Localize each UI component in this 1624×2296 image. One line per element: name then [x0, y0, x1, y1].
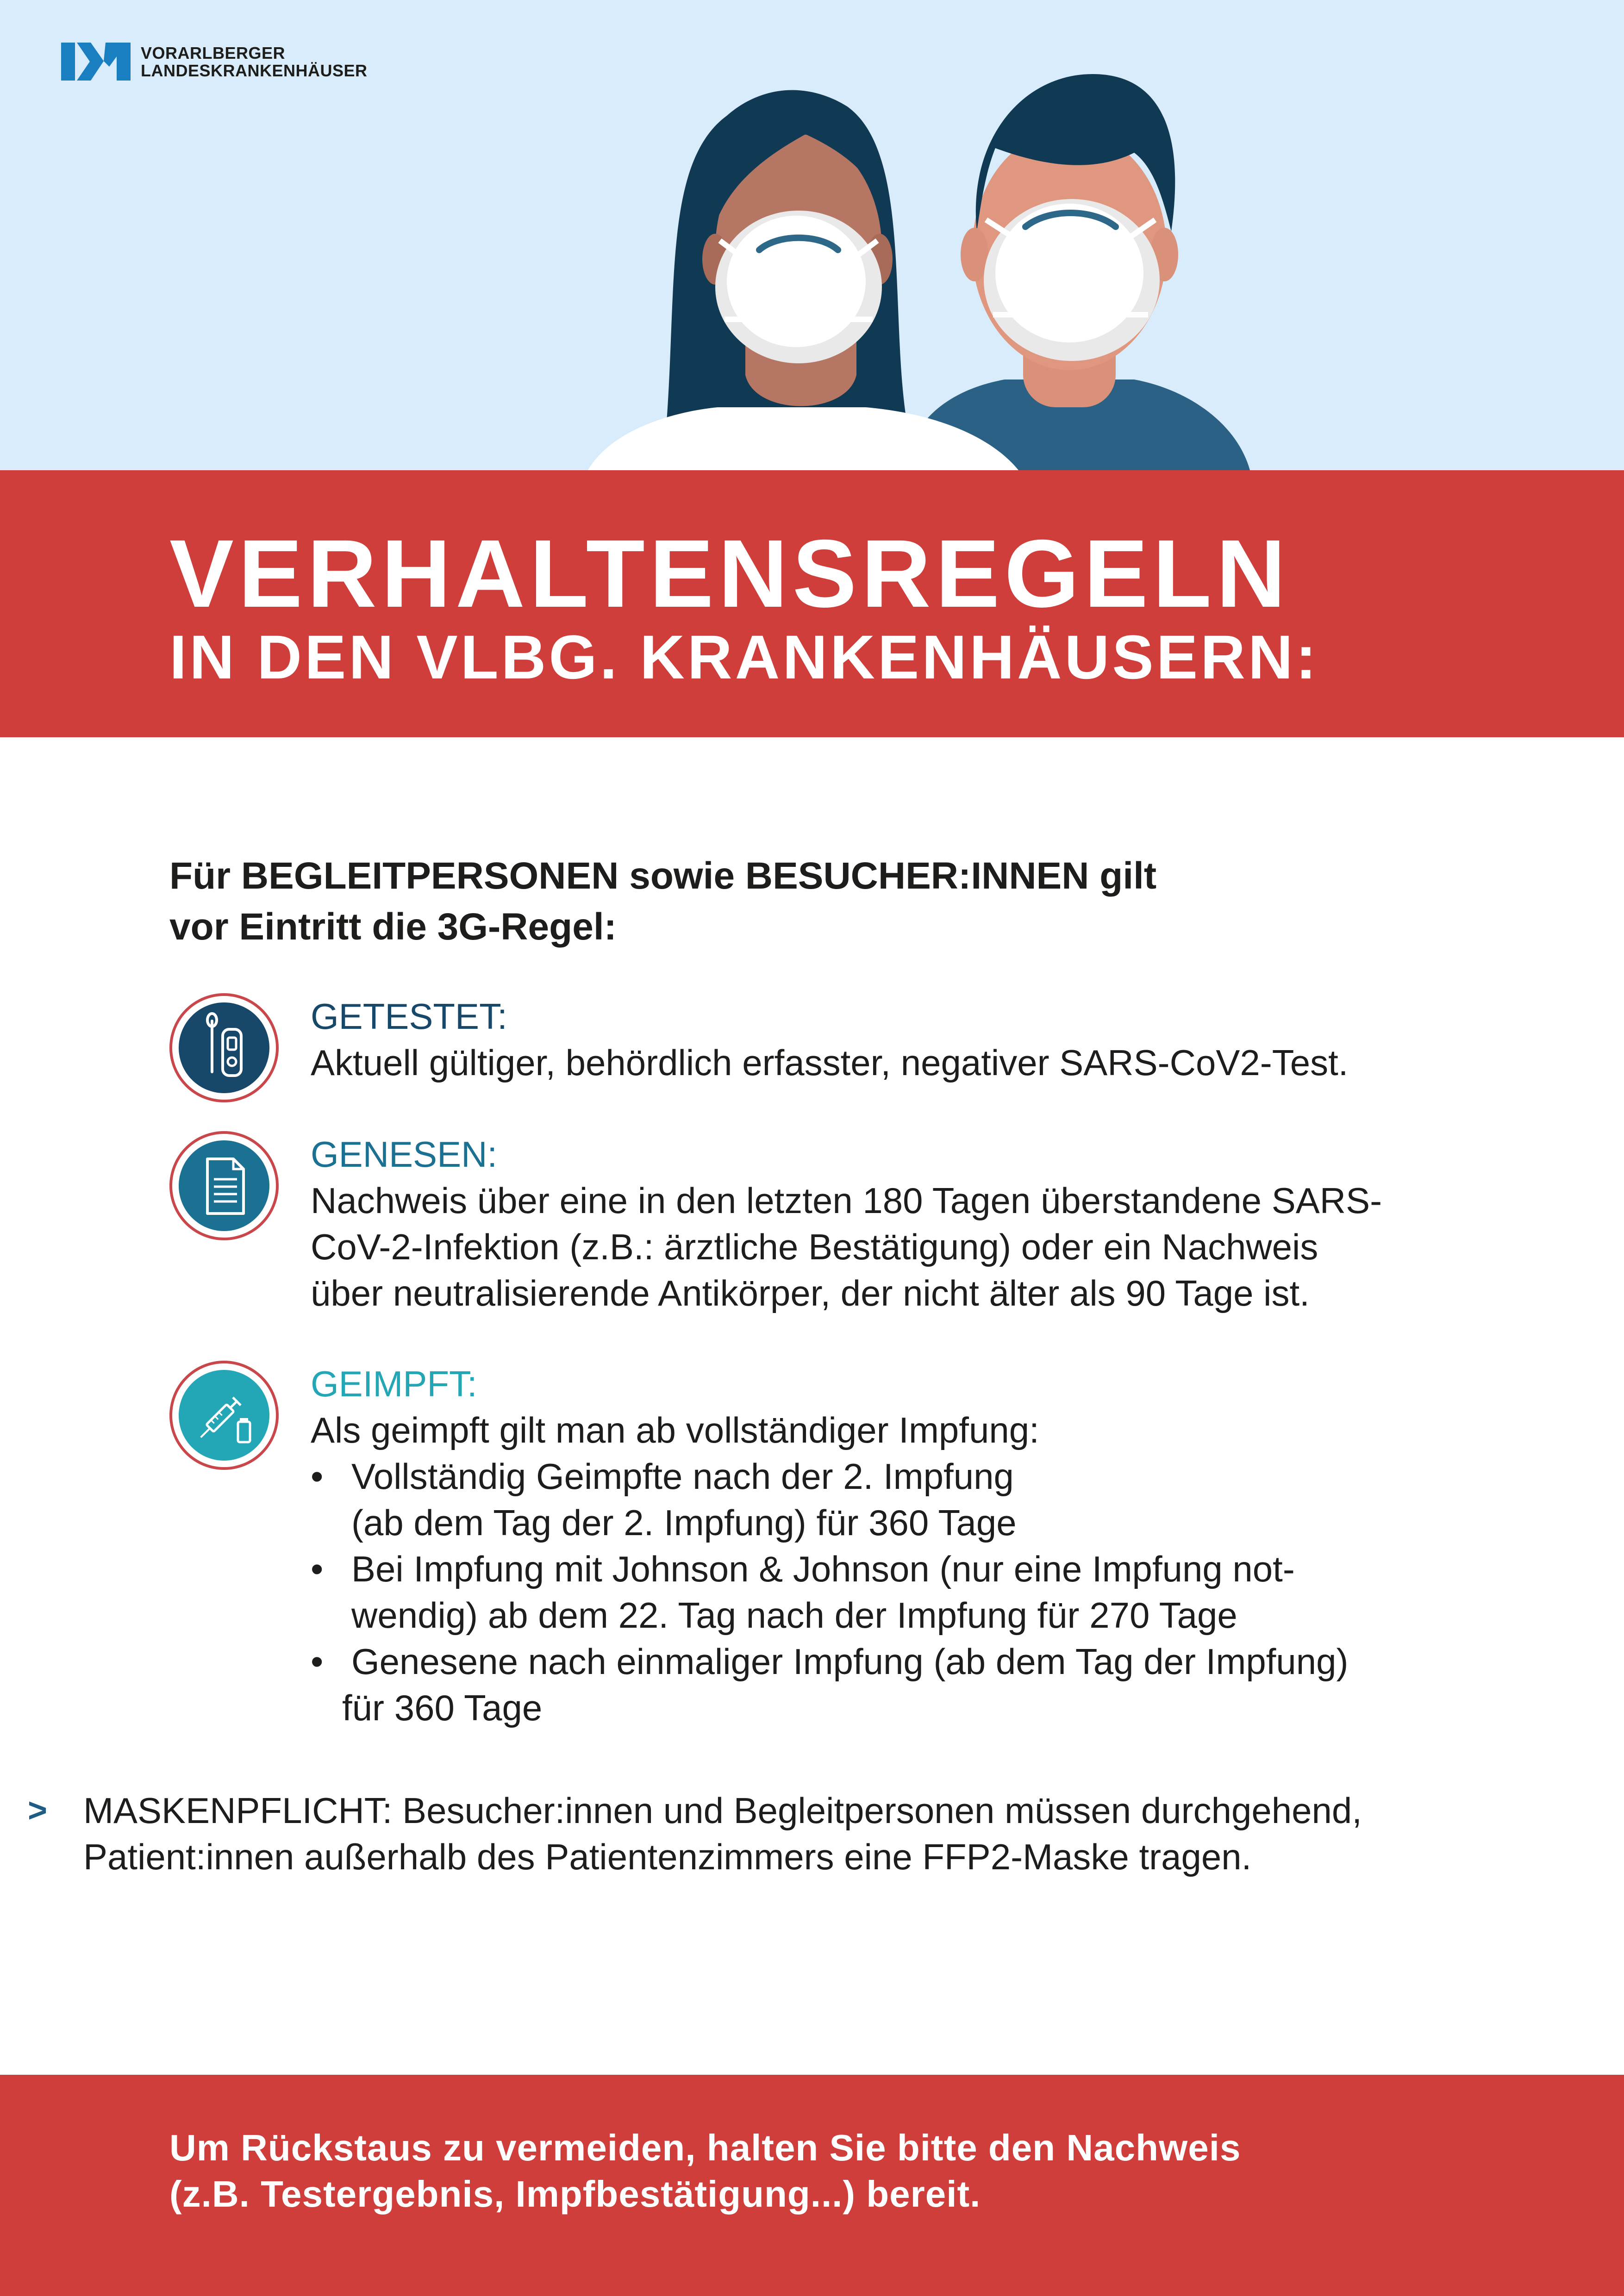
vlkh-logo-icon: [61, 43, 131, 81]
rule-recovered-line: Nachweis über eine in den letzten 180 Tagen überstandene SARS-: [311, 1180, 1382, 1221]
rule-recovered-heading: GENESEN:: [311, 1134, 498, 1175]
rule-recovered-text: [311, 1177, 1514, 1316]
rule-recovered-badge: [169, 1131, 279, 1240]
rule-tested-text: [311, 1039, 1514, 1086]
logo-line-1: VORARLBERGER: [141, 44, 286, 62]
list-item-line: wendig) ab dem 22. Tag nach der Impfung für 270 Tage: [351, 1595, 1237, 1636]
list-item: [311, 1546, 1514, 1638]
document-icon: [179, 1140, 269, 1231]
bullet-dot: •: [311, 1456, 324, 1497]
rule-vaccinated-line: Als geimpft gilt man ab vollständiger Impfung:: [311, 1410, 1039, 1450]
list-item: [311, 1638, 1514, 1731]
rule-recovered-line: CoV-2-Infektion (z.B.: ärztliche Bestätigung) oder ein Nachweis: [311, 1226, 1318, 1267]
rule-vaccinated-heading: GEIMPFT:: [311, 1363, 477, 1404]
intro-line-2: vor Eintritt die 3G-Regel:: [169, 906, 617, 948]
vaccinated-conditions-list: [311, 1453, 1514, 1731]
rule-vaccinated-text: [311, 1407, 1514, 1453]
rule-vaccinated-badge: [169, 1361, 279, 1470]
test-kit-icon: [179, 1002, 269, 1093]
page-title: VERHALTENSREGELN: [169, 520, 1291, 628]
list-item-line: (ab dem Tag der 2. Impfung) für 360 Tage: [351, 1502, 1017, 1543]
list-item: [311, 1453, 1514, 1546]
list-item-line: Vollständig Geimpfte nach der 2. Impfung: [351, 1456, 1014, 1497]
footer-line-1: Um Rückstaus zu vermeiden, halten Sie bitte den Nachweis: [169, 2127, 1241, 2168]
footer-band: [0, 2075, 1624, 2296]
syringe-vial-icon: [179, 1370, 269, 1461]
rule-tested-line: Aktuell gültiger, behördlich erfasster, negativer SARS-CoV2-Test.: [311, 1042, 1349, 1083]
mask-line-2: Patient:innen außerhalb des Patientenzimmers eine FFP2-Maske tragen.: [83, 1836, 1252, 1877]
intro-text: [169, 851, 1419, 952]
masked-people-illustration: [588, 56, 1393, 470]
logo-line-2: LANDESKRANKENHÄUSER: [141, 61, 368, 80]
bullet-dot: •: [311, 1549, 324, 1589]
hospital-logo: [61, 43, 413, 84]
bullet-dot: •: [311, 1641, 324, 1682]
rule-tested-heading: GETESTET:: [311, 996, 507, 1037]
rule-tested-badge: [169, 993, 279, 1102]
title-band: [0, 470, 1624, 737]
mask-line-1: MASKENPFLICHT: Besucher:innen und Begleitpersonen müssen durchgehend,: [83, 1790, 1362, 1831]
footer-line-2: (z.B. Testergebnis, Impfbestätigung...) bereit.: [169, 2173, 981, 2215]
intro-line-1: Für BEGLEITPERSONEN sowie BESUCHER:INNEN gilt: [169, 855, 1157, 897]
list-item-line: für 360 Tage: [342, 1687, 543, 1728]
chevron-right-icon: >: [28, 1792, 48, 1829]
rule-recovered-line: über neutralisierende Antikörper, der nicht älter als 90 Tage ist.: [311, 1273, 1310, 1313]
list-item-line: Bei Impfung mit Johnson & Johnson (nur eine Impfung not-: [351, 1549, 1295, 1589]
hero-banner: [0, 0, 1624, 470]
footer-notice: [169, 2125, 1241, 2217]
list-item-line: Genesene nach einmaliger Impfung (ab dem Tag der Impfung): [351, 1641, 1349, 1682]
page-subtitle: IN DEN VLBG. KRANKENHÄUSERN:: [169, 623, 1319, 692]
